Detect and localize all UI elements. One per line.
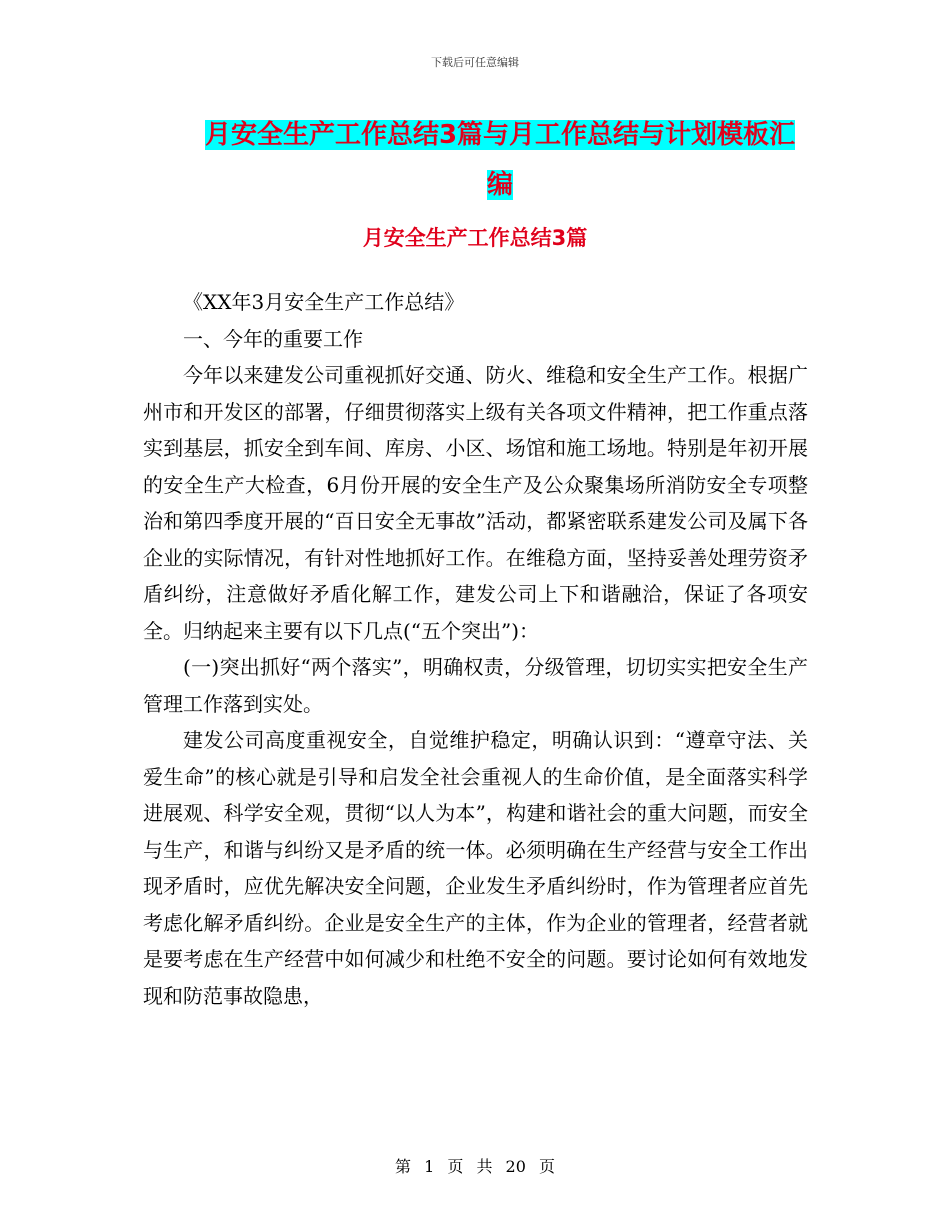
paragraph: 《XX年3月安全生产工作总结》 [183, 290, 465, 314]
paragraph: (一)突出抓好“两个落实”，明确权责，分级管理，切切实实把安全生产管理工作落到实处。 [143, 655, 808, 716]
document-title [195, 110, 805, 210]
paragraph: 一、今年的重要工作 [183, 326, 363, 351]
section-title: 月安全生产工作总结3篇 [362, 226, 588, 250]
paragraph: 建发公司高度重视安全，自觉维护稳定，明确认识到：“遵章守法、关爱生命”的核心就是引导和启发全社会重视人的生命价值，是全面落实科学进展观、科学安全观，贯彻“以人为本”，构建和谐社会的重大问题，而安全与生产，和谐与纠纷又是矛盾的统一体。必须明确在生产经营与安全工作出现矛盾时，应优先解决安全问题，企业发生矛盾纠纷时，作为管理者应首先考虑化解矛盾纠纷。企业是安全生产的主体，作为企业的管理者，经营者就是要考虑在生产经营中如何减少和杜绝不安全的问题。要讨论如何有效地发现和防范事故隐患， [143, 728, 808, 1008]
page-header-note: 下载后可任意编辑 [431, 56, 519, 69]
page-number: 第 1 页 共 20 页 [395, 1157, 555, 1176]
paragraph: 今年以来建发公司重视抓好交通、防火、维稳和安全生产工作。根据广州市和开发区的部署，仔细贯彻落实上级有关各项文件精神，把工作重点落实到基层，抓安全到车间、库房、小区、场馆和施工场地。特别是年初开展的安全生产大检查，6月份开展的安全生产及公众聚集场所消防安全专项整治和第四季度开展的“百日安全无事故”活动，都紧密联系建发公司及属下各企业的实际情况，有针对性地抓好工作。在维稳方面，坚持妥善处理劳资矛盾纠纷，注意做好矛盾化解工作，建发公司上下和谐融洽，保证了各项安全。归纳起来主要有以下几点(“五个突出”)： [143, 363, 808, 643]
document-body [143, 284, 808, 1014]
document-title-text: 月安全生产工作总结3篇与月工作总结与计划模板汇编 [204, 120, 796, 200]
